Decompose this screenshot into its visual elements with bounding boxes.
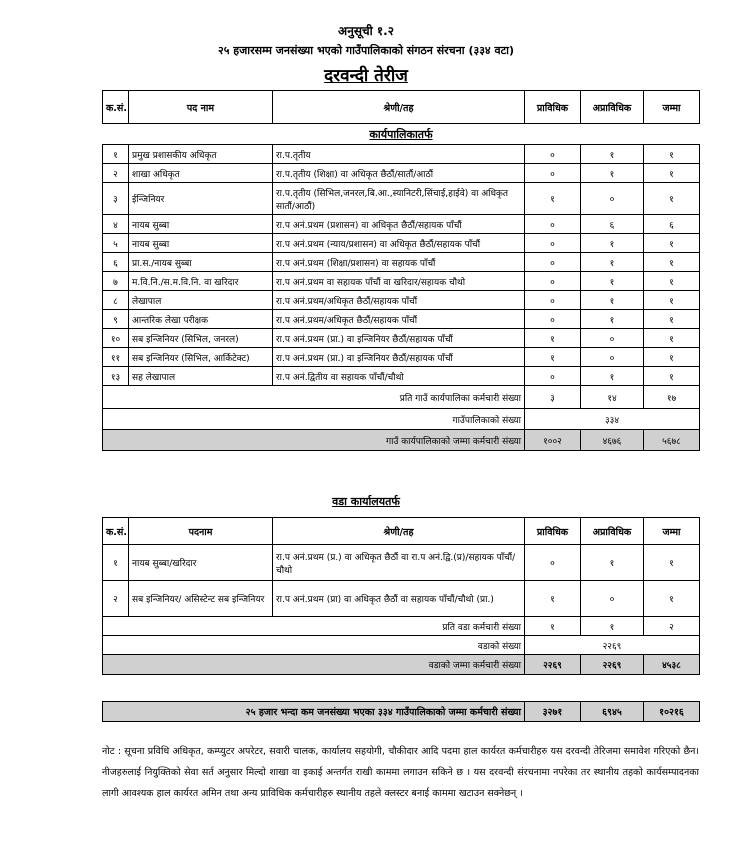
cell-post: सह लेखापाल	[129, 367, 273, 386]
cell-post: शाखा अधिकृत	[129, 164, 273, 183]
cell-level: रा.प.तृतीय	[273, 145, 525, 164]
cell-post: नायब सुब्बा	[129, 234, 273, 253]
cell-level: रा.प अनं.प्रथम/अधिकृत छैठौं/सहायक पाँचौं	[273, 310, 525, 329]
executive-total-nontechnical: ४६७६	[581, 430, 644, 451]
cell-nontechnical: ०	[581, 329, 644, 348]
cell-sn: १	[103, 145, 129, 164]
cell-sn: ४	[103, 215, 129, 234]
cell-total: ६	[644, 215, 700, 234]
table-row	[103, 367, 700, 386]
cell-nontechnical: १	[581, 164, 644, 183]
col-header-sn: क.सं.	[103, 518, 129, 545]
cell-level: रा.प अनं.प्रथम (शिक्षा/प्रशासन) वा सहायक पाँचौं	[273, 253, 525, 272]
table-row	[103, 145, 700, 164]
cell-total: १	[644, 164, 700, 183]
grand-total-row	[103, 702, 700, 722]
per-ward-row	[103, 617, 700, 636]
cell-technical: ०	[525, 164, 581, 183]
executive-staff-table	[102, 90, 700, 451]
cell-total: १	[644, 310, 700, 329]
cell-total: १	[644, 348, 700, 367]
per-gaun-nontechnical: १४	[581, 386, 644, 409]
ward-total-nontechnical: २२६९	[581, 655, 644, 675]
ward-total-label: वडाको जम्मा कर्मचारी संख्या	[103, 655, 525, 675]
cell-nontechnical: १	[581, 253, 644, 272]
cell-sn: ९	[103, 310, 129, 329]
cell-level: रा.प अनं.प्रथम (प्रशासन) वा अधिकृत छैठौं/सहायक पाँचौं	[273, 215, 525, 234]
executive-total-technical: १००२	[525, 430, 581, 451]
col-header-level: श्रेणी/तह	[273, 518, 525, 545]
annex-label: अनुसूची १.२	[338, 24, 394, 38]
document-subtitle: २५ हजारसम्म जनसंख्या भएको गाउँपालिकाको संगठन संरचना (३३४ वटा)	[218, 44, 514, 57]
cell-level: रा.प अनं.प्रथम (न्याय/प्रशासन) वा अधिकृत छैठौं/सहायक पाँचौं	[273, 234, 525, 253]
table-row	[103, 348, 700, 367]
table-row	[103, 310, 700, 329]
cell-nontechnical: १	[581, 367, 644, 386]
col-header-total: जम्मा	[644, 518, 700, 545]
cell-level: रा.प.तृतीय (सिभिल,जनरल,बि.आ.,स्यानिटरी,सिंचाई,हाईवे) वा अधिकृत सातौं/आठौं)	[273, 183, 525, 215]
grand-total-nontechnical: ६९४५	[581, 702, 644, 722]
cell-level: रा.प अनं.प्रथम (प्र.) वा अधिकृत छैठौं वा रा.प अनं.द्वि.(प्र)/सहायक पाँचौं/चौथो	[273, 545, 525, 581]
cell-post: सब इन्जिनियर/ असिस्टेन्ट सब इन्जिनियर	[129, 581, 273, 617]
cell-post: प्रमुख प्रशासकीय अधिकृत	[129, 145, 273, 164]
table-row	[103, 545, 700, 581]
table-row	[103, 329, 700, 348]
per-ward-nontechnical: १	[581, 617, 644, 636]
grand-total-total: १०२१६	[644, 702, 700, 722]
gaupalika-count-label: गाउँपालिकाको संख्या	[103, 409, 525, 430]
table-row	[103, 581, 700, 617]
cell-post: ईन्जिनियर	[129, 183, 273, 215]
cell-nontechnical: १	[581, 310, 644, 329]
per-gaun-row	[103, 386, 700, 409]
cell-total: १	[644, 234, 700, 253]
cell-technical: ०	[525, 310, 581, 329]
cell-post: आन्तरिक लेखा परीक्षक	[129, 310, 273, 329]
table-row	[103, 215, 700, 234]
cell-total: १	[644, 291, 700, 310]
table-row	[103, 164, 700, 183]
cell-technical: १	[525, 183, 581, 215]
footnote: नोट : सूचना प्रविधि अधिकृत, कम्प्युटर अपरेटर, सवारी चालक, कार्यालय सहयोगी, चौकीदार आदि पदमा हाल कार्यरत कर्मचारीहरु यस दरवन्दी तेरिजमा समावेश गरिएको छैन। नीजहरुलाई नियुक्तिको सेवा सर्त अनुसार मिल्दो शाखा वा इकाई अन्तर्गत राखी काममा लगाउन सकिने छ । यस दरवन्दी संरचनामा नपरेका तर स्थानीय तहको कार्यसम्पादनका लागी आवश्यक हाल कार्यरत अमिन तथा अन्य प्राविधिक कर्मचारीहरु स्थानीय तहले क्लस्टर बनाई काममा खटाउन सक्नेछन् ।	[102, 746, 699, 799]
cell-level: रा.प अनं.प्रथम वा सहायक पाँचौं वा खरिदार/सहायक चौथो	[273, 272, 525, 291]
cell-level: रा.प.तृतीय (शिक्षा) वा अधिकृत छैठौं/सातौं/आठौं	[273, 164, 525, 183]
cell-sn: ५	[103, 234, 129, 253]
gaupalika-count-row	[103, 409, 700, 430]
cell-total: १	[644, 272, 700, 291]
section-title-ward: वडा कार्यालयतर्फ	[332, 495, 400, 508]
cell-sn: १३	[103, 367, 129, 386]
table-row	[103, 183, 700, 215]
cell-technical: १	[525, 348, 581, 367]
cell-technical: ०	[525, 272, 581, 291]
cell-total: १	[644, 545, 700, 581]
cell-post: सब इन्जिनियर (सिभिल, आर्किटेक्ट)	[129, 348, 273, 367]
cell-technical: ०	[525, 234, 581, 253]
col-header-nontechnical: अप्राविधिक	[581, 91, 644, 124]
cell-technical: ०	[525, 367, 581, 386]
cell-technical: ०	[525, 215, 581, 234]
document-title: दरवन्दी तेरीज	[324, 66, 408, 86]
cell-nontechnical: १	[581, 234, 644, 253]
col-header-level: श्रेणी/तह	[273, 91, 525, 124]
col-header-technical: प्राविधिक	[525, 518, 581, 545]
cell-technical: १	[525, 581, 581, 617]
gaupalika-count-value: ३३४	[525, 409, 700, 430]
col-header-nontechnical: अप्राविधिक	[581, 518, 644, 545]
cell-level: रा.प अनं.प्रथम (प्रा) वा अधिकृत छैठौं वा सहायक पाँचौं/चौथो (प्रा.)	[273, 581, 525, 617]
cell-nontechnical: १	[581, 545, 644, 581]
cell-sn: ११	[103, 348, 129, 367]
cell-level: रा.प अनं.प्रथम/अधिकृत छैठौं/सहायक पाँचौं	[273, 291, 525, 310]
per-gaun-technical: ३	[525, 386, 581, 409]
col-header-total: जम्मा	[644, 91, 700, 124]
table-header-row	[103, 518, 700, 545]
executive-total-row	[103, 430, 700, 451]
table-row	[103, 234, 700, 253]
table-header-row	[103, 91, 700, 124]
cell-technical: ०	[525, 291, 581, 310]
col-header-sn: क.सं.	[103, 91, 129, 124]
section-title-executive: कार्यपालिकातर्फ	[103, 124, 700, 145]
cell-post: नायब सुब्बा/खरिदार	[129, 545, 273, 581]
cell-nontechnical: ०	[581, 581, 644, 617]
col-header-post: पद नाम	[129, 91, 273, 124]
ward-total-technical: २२६९	[525, 655, 581, 675]
table-row	[103, 291, 700, 310]
cell-total: १	[644, 581, 700, 617]
cell-sn: ७	[103, 272, 129, 291]
cell-sn: ३	[103, 183, 129, 215]
col-header-post: पदनाम	[129, 518, 273, 545]
ward-total-row	[103, 655, 700, 675]
cell-nontechnical: १	[581, 145, 644, 164]
grand-total-technical: ३२७१	[525, 702, 581, 722]
cell-total: १	[644, 145, 700, 164]
cell-level: रा.प अनं.प्रथम (प्रा.) वा इन्जिनियर छैठौं/सहायक पाँचौं	[273, 348, 525, 367]
cell-technical: ०	[525, 145, 581, 164]
cell-post: नायब सुब्बा	[129, 215, 273, 234]
ward-count-row	[103, 636, 700, 655]
executive-total-label: गाउँ कार्यपालिकाको जम्मा कर्मचारी संख्या	[103, 430, 525, 451]
cell-post: प्रा.स./नायब सुब्बा	[129, 253, 273, 272]
cell-nontechnical: १	[581, 272, 644, 291]
cell-level: रा.प अनं.द्वितीय वा सहायक पाँचौं/चौथो	[273, 367, 525, 386]
per-ward-total: २	[644, 617, 700, 636]
ward-staff-table	[102, 517, 700, 675]
per-ward-label: प्रति वडा कर्मचारी संख्या	[103, 617, 525, 636]
cell-post: सब इन्जिनियर (सिभिल, जनरल)	[129, 329, 273, 348]
cell-nontechnical: ०	[581, 348, 644, 367]
cell-level: रा.प अनं.प्रथम (प्रा.) वा इन्जिनियर छैठौं/सहायक पाँचौं	[273, 329, 525, 348]
table-row	[103, 253, 700, 272]
executive-total-total: ५६७८	[644, 430, 700, 451]
per-gaun-total: १७	[644, 386, 700, 409]
per-ward-technical: १	[525, 617, 581, 636]
cell-total: १	[644, 367, 700, 386]
table-row	[103, 272, 700, 291]
cell-technical: ०	[525, 545, 581, 581]
cell-sn: २	[103, 581, 129, 617]
cell-post: म.वि.नि./स.म.वि.नि. वा खरिदार	[129, 272, 273, 291]
cell-sn: २	[103, 164, 129, 183]
cell-technical: १	[525, 329, 581, 348]
per-gaun-label: प्रति गाउँ कार्यपालिका कर्मचारी संख्या	[103, 386, 525, 409]
cell-total: १	[644, 253, 700, 272]
cell-nontechnical: १	[581, 291, 644, 310]
cell-nontechnical: ०	[581, 183, 644, 215]
ward-total-total: ४५३८	[644, 655, 700, 675]
grand-total-table	[102, 701, 700, 722]
ward-count-label: वडाको संख्या	[103, 636, 525, 655]
cell-sn: १०	[103, 329, 129, 348]
ward-count-value: २२६९	[525, 636, 700, 655]
cell-nontechnical: ६	[581, 215, 644, 234]
grand-total-label: २५ हजार भन्दा कम जनसंख्या भएका ३३४ गाउँपालिकाको जम्मा कर्मचारी संख्या	[103, 702, 525, 722]
cell-sn: १	[103, 545, 129, 581]
cell-total: १	[644, 183, 700, 215]
col-header-technical: प्राविधिक	[525, 91, 581, 124]
cell-post: लेखापाल	[129, 291, 273, 310]
cell-sn: ६	[103, 253, 129, 272]
cell-technical: ०	[525, 253, 581, 272]
cell-sn: ८	[103, 291, 129, 310]
cell-total: १	[644, 329, 700, 348]
